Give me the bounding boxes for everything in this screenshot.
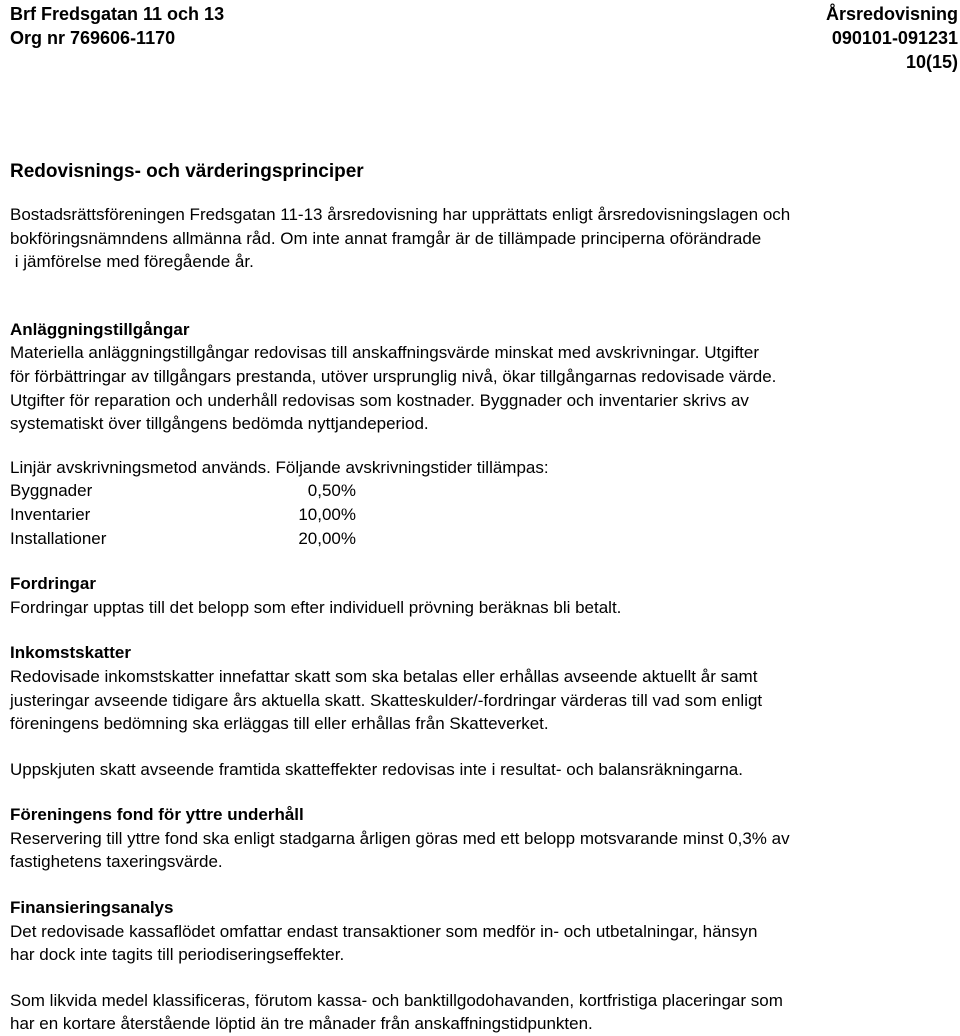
- receivables-heading: Fordringar: [10, 574, 96, 594]
- header-row-1: [10, 2, 958, 26]
- income-tax-section: [10, 641, 952, 781]
- intro-line: i jämförelse med föregående år.: [10, 252, 254, 272]
- maintenance-fund-line: Reservering till yttre fond ska enligt stadgarna årligen göras med ett belopp motsvarande minst 0,3% av: [10, 828, 790, 848]
- depreciation-rate-value: 20,00%: [298, 528, 356, 548]
- fixed-assets-line: för förbättringar av tillgångars prestanda, utöver ursprunglig nivå, ökar tillgångarnas redovisade värde.: [10, 366, 777, 386]
- asset-class-name: Installationer: [10, 528, 107, 548]
- maintenance-fund-heading: Föreningens fond för yttre underhåll: [10, 805, 304, 825]
- spacer: [10, 274, 952, 318]
- document-type: Årsredovisning: [825, 4, 958, 24]
- spacer: [10, 550, 952, 572]
- spacer: [10, 967, 952, 989]
- depreciation-rates-table: [10, 479, 952, 550]
- organization-number: Org nr 769606-1170: [10, 28, 176, 48]
- asset-class-name: Inventarier: [10, 504, 91, 524]
- page-content: [10, 160, 952, 1036]
- intro-paragraph: [10, 203, 952, 274]
- organization-name: Brf Fredsgatan 11 och 13: [10, 4, 225, 24]
- income-tax-line: justeringar avseende tidigare års aktuella skatt. Skatteskulder/-fordringar värderas till vad som enligt: [10, 690, 763, 710]
- depreciation-rate-value: 0,50%: [307, 481, 356, 501]
- income-tax-line: föreningens bedömning ska erläggas till eller erhållas från Skatteverket.: [10, 714, 549, 734]
- income-tax-heading: Inkomstskatter: [10, 643, 131, 663]
- header-row-2: [10, 26, 958, 50]
- fixed-assets-heading: Anläggningstillgångar: [10, 319, 190, 339]
- financing-analysis-heading: Finansieringsanalys: [10, 898, 174, 918]
- intro-line: Bostadsrättsföreningen Fredsgatan 11-13 årsredovisning har upprättats enligt årsredovisningslagen och: [10, 205, 791, 224]
- maintenance-fund-section: [10, 803, 952, 874]
- financing-analysis-line: Det redovisade kassaflödet omfattar endast transaktioner som medför in- och utbetalningar, hänsyn: [10, 921, 758, 941]
- depreciation-method-line: Linjär avskrivningsmetod används. Följande avskrivningstider tillämpas:: [10, 457, 549, 477]
- spacer: [10, 736, 952, 758]
- asset-class-name: Byggnader: [10, 481, 93, 501]
- receivables-section: [10, 572, 952, 619]
- spacer: [10, 436, 952, 456]
- intro-line: bokföringsnämndens allmänna råd. Om inte annat framgår är de tillämpade principerna oförändrade: [10, 228, 762, 248]
- depreciation-rate-row: [10, 527, 952, 551]
- spacer: [10, 619, 952, 641]
- receivables-line: Fordringar upptas till det belopp som efter individuell prövning beräknas bli betalt.: [10, 597, 622, 617]
- fixed-assets-line: Materiella anläggningstillgångar redovisas till anskaffningsvärde minskat med avskrivningar. Utgifter: [10, 343, 760, 363]
- spacer: [10, 781, 952, 803]
- page-header: [10, 2, 958, 74]
- financing-analysis-section: [10, 896, 952, 1036]
- fixed-assets-line: Utgifter för reparation och underhåll redovisas som kostnader. Byggnader och inventarier skrivs av: [10, 390, 749, 410]
- maintenance-fund-line: fastighetens taxeringsvärde.: [10, 852, 223, 872]
- liquid-assets-line: Som likvida medel klassificeras, förutom kassa- och banktillgodohavanden, kortfristiga placeringar som: [10, 990, 783, 1010]
- page-number: 10(15): [905, 52, 958, 72]
- depreciation-rate-value: 10,00%: [298, 504, 356, 524]
- fixed-assets-section: [10, 318, 952, 550]
- depreciation-rate-row: [10, 479, 952, 503]
- income-tax-line: Redovisade inkomstskatter innefattar skatt som ska betalas eller erhållas avseende aktuellt år samt: [10, 666, 758, 686]
- depreciation-rate-row: [10, 503, 952, 527]
- header-row-3: [10, 50, 958, 74]
- spacer: [10, 874, 952, 896]
- liquid-assets-line: har en kortare återstående löptid än tre månader från anskaffningstidpunkten.: [10, 1014, 593, 1034]
- fiscal-period: 090101-091231: [831, 28, 958, 48]
- financing-analysis-line: har dock inte tagits till periodiseringseffekter.: [10, 945, 345, 965]
- page-title: Redovisnings- och värderingsprinciper: [10, 161, 364, 182]
- deferred-tax-line: Uppskjuten skatt avseende framtida skatteffekter redovisas inte i resultat- och balansräkningarna.: [10, 759, 743, 779]
- fixed-assets-line: systematiskt över tillgångens bedömda nyttjandeperiod.: [10, 414, 429, 434]
